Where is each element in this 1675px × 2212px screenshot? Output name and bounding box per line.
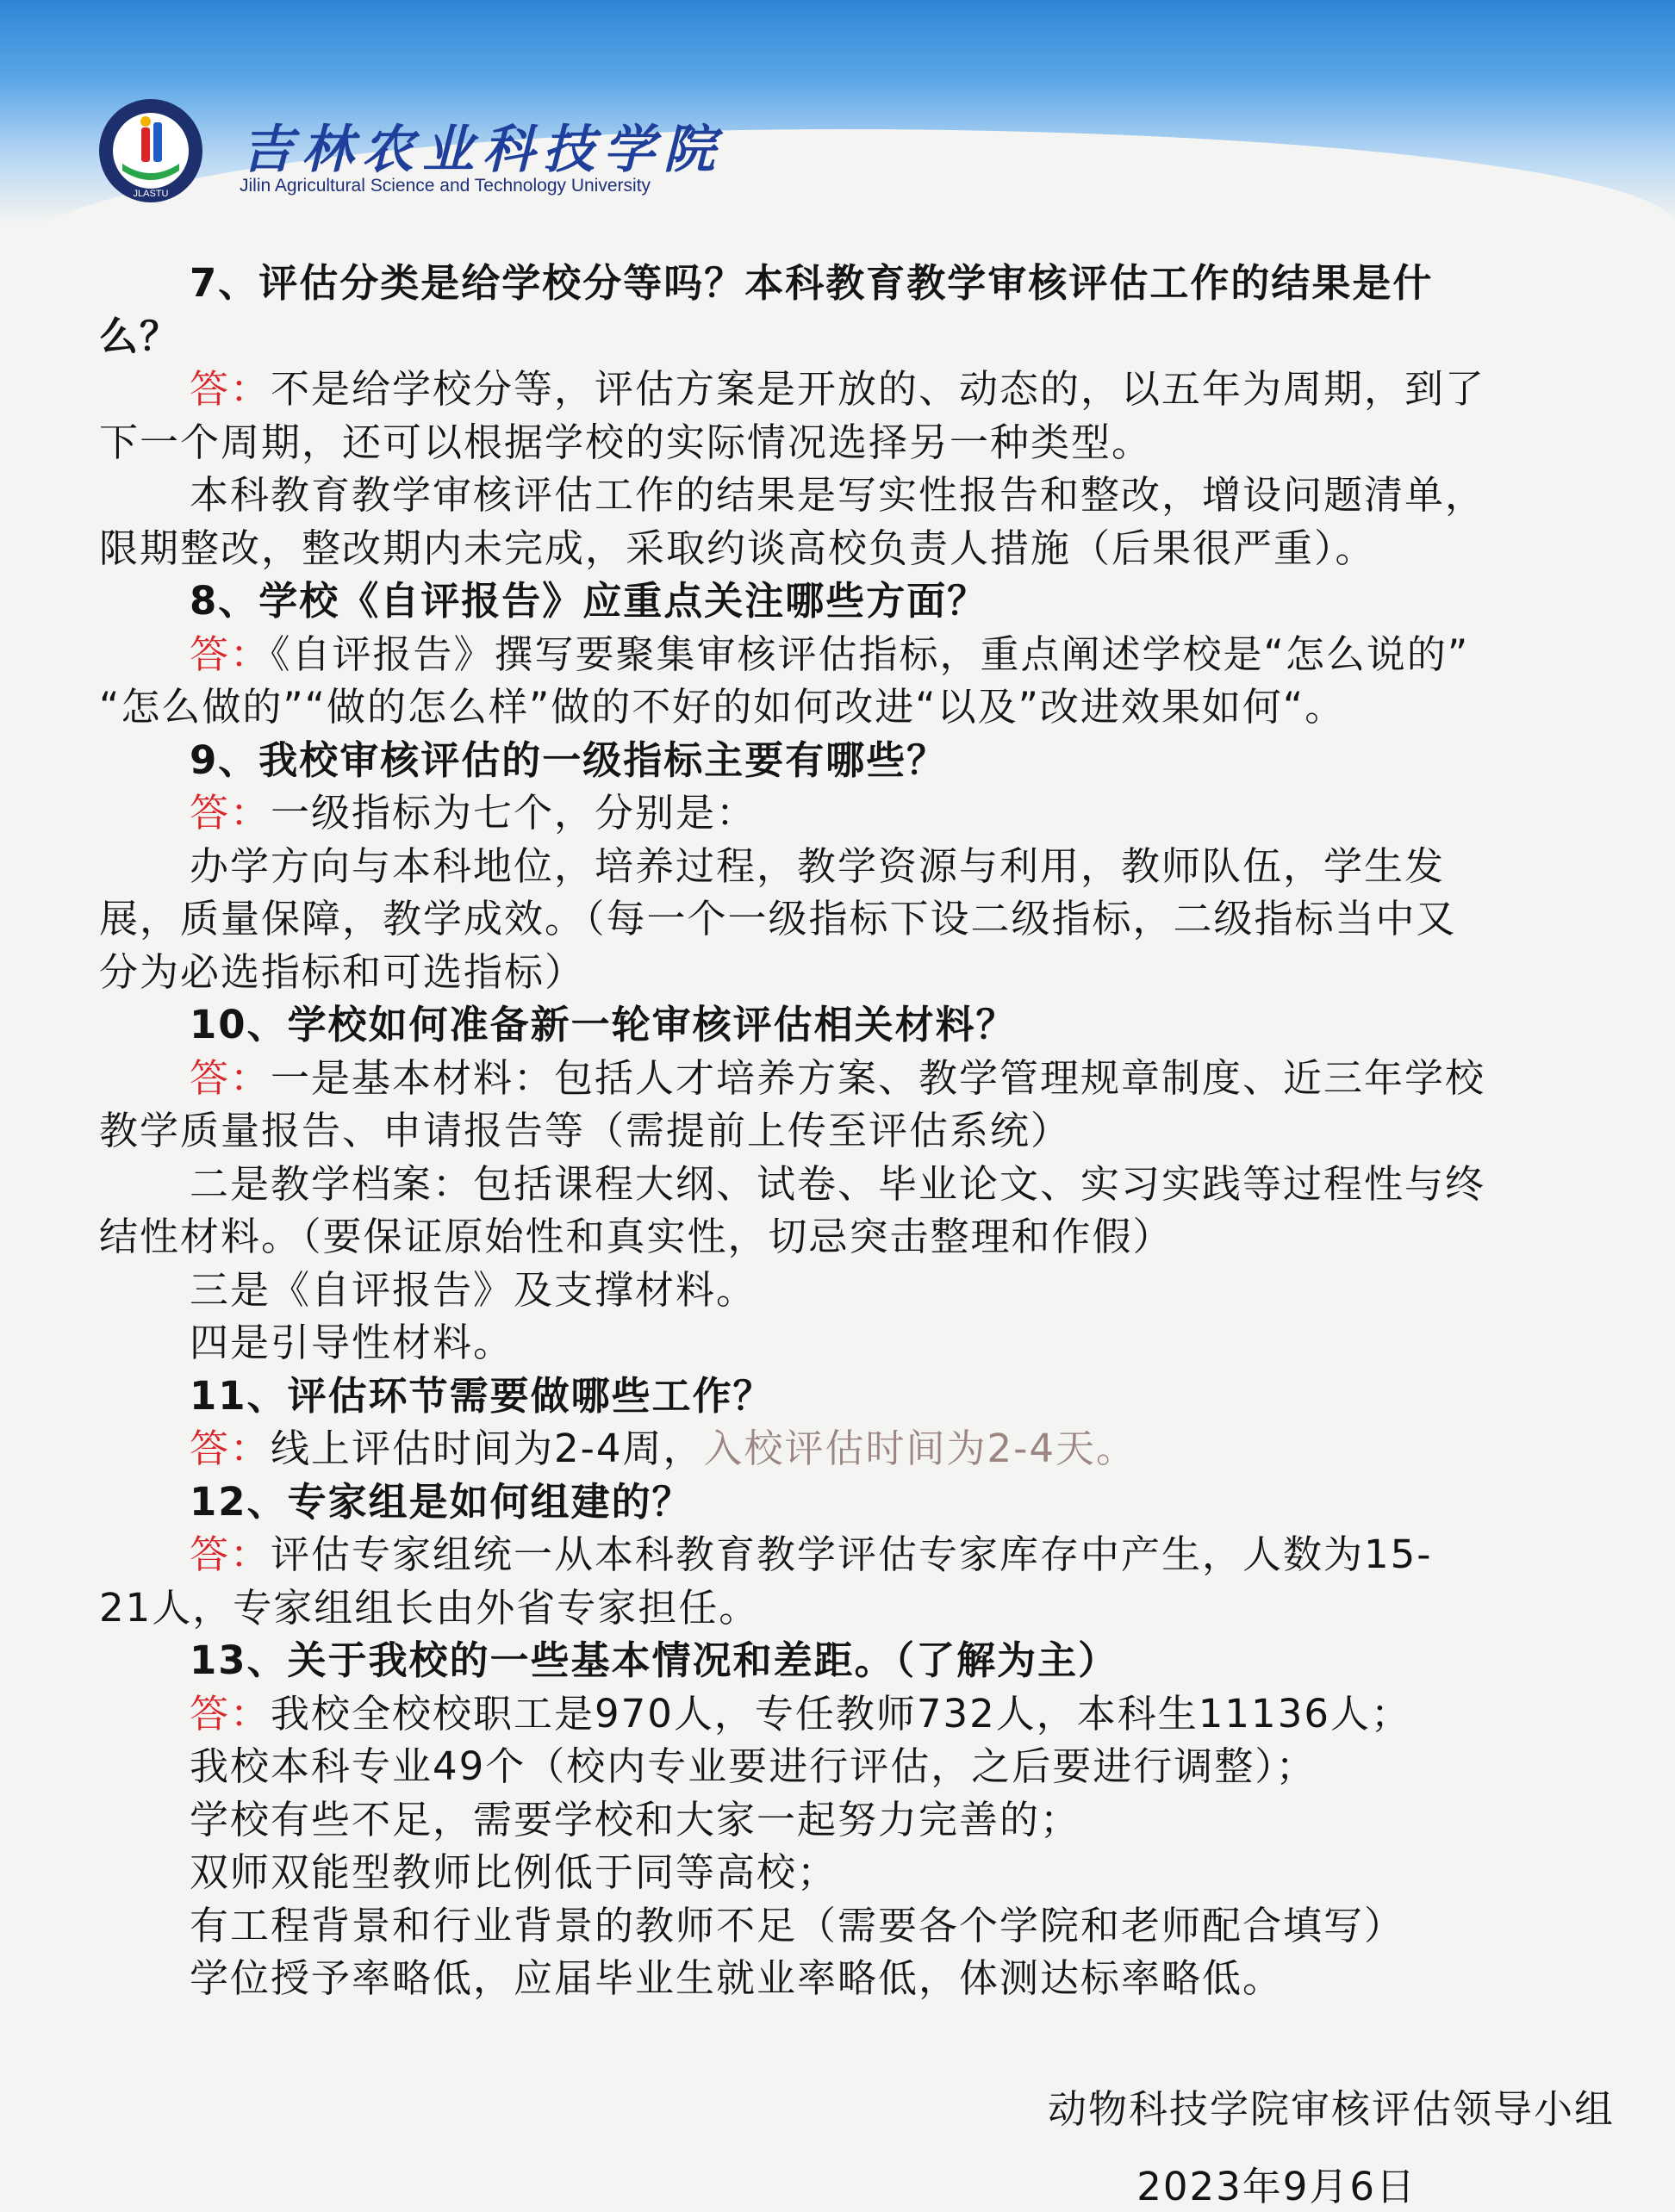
text-line <box>99 1318 1675 1368</box>
answer-label: 答： <box>190 790 271 836</box>
line-text: 12、专家组是如何组建的？ <box>190 1478 693 1525</box>
line-text: 展，质量保障，教学成效。（每一个一级指标下设二级指标，二级指标当中又 <box>99 896 1457 941</box>
line-text: 8、学校《自评报告》应重点关注哪些方面？ <box>190 578 988 624</box>
text-line <box>99 1954 1675 2004</box>
line-text: 11、评估环节需要做哪些工作？ <box>190 1372 774 1419</box>
university-seal-icon <box>97 96 205 205</box>
question-line <box>99 312 1590 362</box>
line-text: 结性材料。（要保证原始性和真实性，切忌突击整理和作假） <box>99 1214 1174 1259</box>
line-text: 我校本科专业49个（校内专业要进行评估，之后要进行调整）； <box>190 1743 1317 1789</box>
answer-line <box>99 630 1675 680</box>
answer-line <box>99 1053 1675 1103</box>
line-text: 有工程背景和行业背景的教师不足（需要各个学院和老师配合填写） <box>190 1902 1405 1948</box>
date: 2023年9月6日 <box>1136 2164 1417 2209</box>
answer-label: 答： <box>190 366 271 412</box>
letterhead <box>97 96 958 208</box>
text-line <box>99 1265 1675 1315</box>
text-line <box>99 842 1675 892</box>
question-line <box>99 736 1675 786</box>
text-line <box>99 1583 1590 1633</box>
line-text: 学校有些不足，需要学校和大家一起努力完善的； <box>190 1796 1081 1842</box>
answer-label: 答： <box>190 1426 271 1471</box>
question-line <box>99 258 1675 308</box>
answer-line <box>99 364 1675 414</box>
line-text: 13、关于我校的一些基本情况和差距。（了解为主） <box>190 1637 1119 1683</box>
answer-line <box>99 788 1675 838</box>
line-text: 二是教学档案：包括课程大纲、试卷、毕业论文、实习实践等过程性与终 <box>190 1160 1486 1207</box>
question-line <box>99 1636 1675 1686</box>
line-text: 本科教育教学审核评估工作的结果是写实性报告和整改，增设问题清单， <box>190 472 1486 518</box>
seal-text: JLASTU <box>133 189 169 199</box>
line-text: 分为必选指标和可选指标） <box>99 948 586 995</box>
answer-label: 答： <box>190 1054 271 1101</box>
line-text: 21人，专家组组长由外省专家担任。 <box>99 1584 760 1631</box>
question-line <box>99 1000 1675 1050</box>
text-line <box>99 524 1590 574</box>
text-line <box>99 1212 1590 1262</box>
text-line <box>99 1795 1675 1845</box>
university-name-cn: 吉林农业科技学院 <box>241 120 724 180</box>
line-text: 么？ <box>99 313 181 359</box>
answer-line <box>99 1530 1675 1580</box>
text-line <box>99 948 1590 997</box>
line-text: 评估专家组统一从本科教育教学评估专家库存中产生，人数为15- <box>271 1532 1433 1577</box>
line-text: 双师双能型教师比例低于同等高校； <box>190 1849 838 1895</box>
line-text: “怎么做的”“做的怎么样”做的不好的如何改进“以及”改进效果如何“。 <box>99 684 1346 730</box>
line-text: 四是引导性材料。 <box>190 1320 514 1365</box>
line-text: 一是基本材料：包括人才培养方案、教学管理规章制度、近三年学校 <box>271 1054 1486 1101</box>
line-text: 《自评报告》撰写要聚集审核评估指标，重点阐述学校是“怎么说的” <box>271 631 1470 677</box>
line-text: 三是《自评报告》及支撑材料。 <box>190 1266 757 1313</box>
text-line <box>99 1901 1675 1951</box>
line-text: 一级指标为七个，分别是： <box>271 790 757 836</box>
text-line <box>99 894 1590 944</box>
text-line <box>99 1848 1675 1898</box>
text-line <box>99 1106 1590 1156</box>
line-text: 10、学校如何准备新一轮审核评估相关材料？ <box>190 1002 1017 1047</box>
text-line <box>99 1159 1675 1209</box>
question-line <box>99 576 1675 626</box>
text-line <box>99 418 1590 468</box>
line-text: 限期整改，整改期内未完成，采取约谈高校负责人措施（后果很严重）。 <box>99 525 1376 571</box>
text-line <box>99 1742 1675 1792</box>
answer-label: 答： <box>190 631 271 677</box>
question-line <box>99 1371 1675 1421</box>
answer-line <box>99 1689 1675 1739</box>
answer-line <box>99 1424 1675 1474</box>
line-text: 办学方向与本科地位，培养过程，教学资源与利用，教师队伍，学生发 <box>190 842 1446 889</box>
faded-text: 入校评估时间为2-4天。 <box>703 1426 1137 1471</box>
line-text: 不是给学校分等，评估方案是开放的、动态的，以五年为周期，到了 <box>271 366 1486 412</box>
line-text: 我校全校校职工是970人，专任教师732人，本科生11136人； <box>271 1690 1411 1737</box>
line-text: 下一个周期，还可以根据学校的实际情况选择另一种类型。 <box>99 419 1153 465</box>
text-line <box>99 682 1590 732</box>
text-line <box>99 470 1675 520</box>
line-text: 线上评估时间为2-4周， <box>271 1426 704 1471</box>
line-text: 教学质量报告、申请报告等（需提前上传至评估系统） <box>99 1108 1072 1153</box>
line-text: 7、评估分类是给学校分等吗？本科教育教学审核评估工作的结果是什 <box>190 260 1434 306</box>
line-text: 9、我校审核评估的一级指标主要有哪些？ <box>190 736 948 783</box>
line-text: 学位授予率略低，应届毕业生就业率略低，体测达标率略低。 <box>190 1955 1284 2001</box>
university-name-en: Jilin Agricultural Science and Technology University <box>240 176 651 196</box>
answer-label: 答： <box>190 1532 271 1577</box>
question-line <box>99 1477 1675 1527</box>
signature: 动物科技学院审核评估领导小组 <box>1047 2086 1615 2132</box>
answer-label: 答： <box>190 1690 271 1737</box>
